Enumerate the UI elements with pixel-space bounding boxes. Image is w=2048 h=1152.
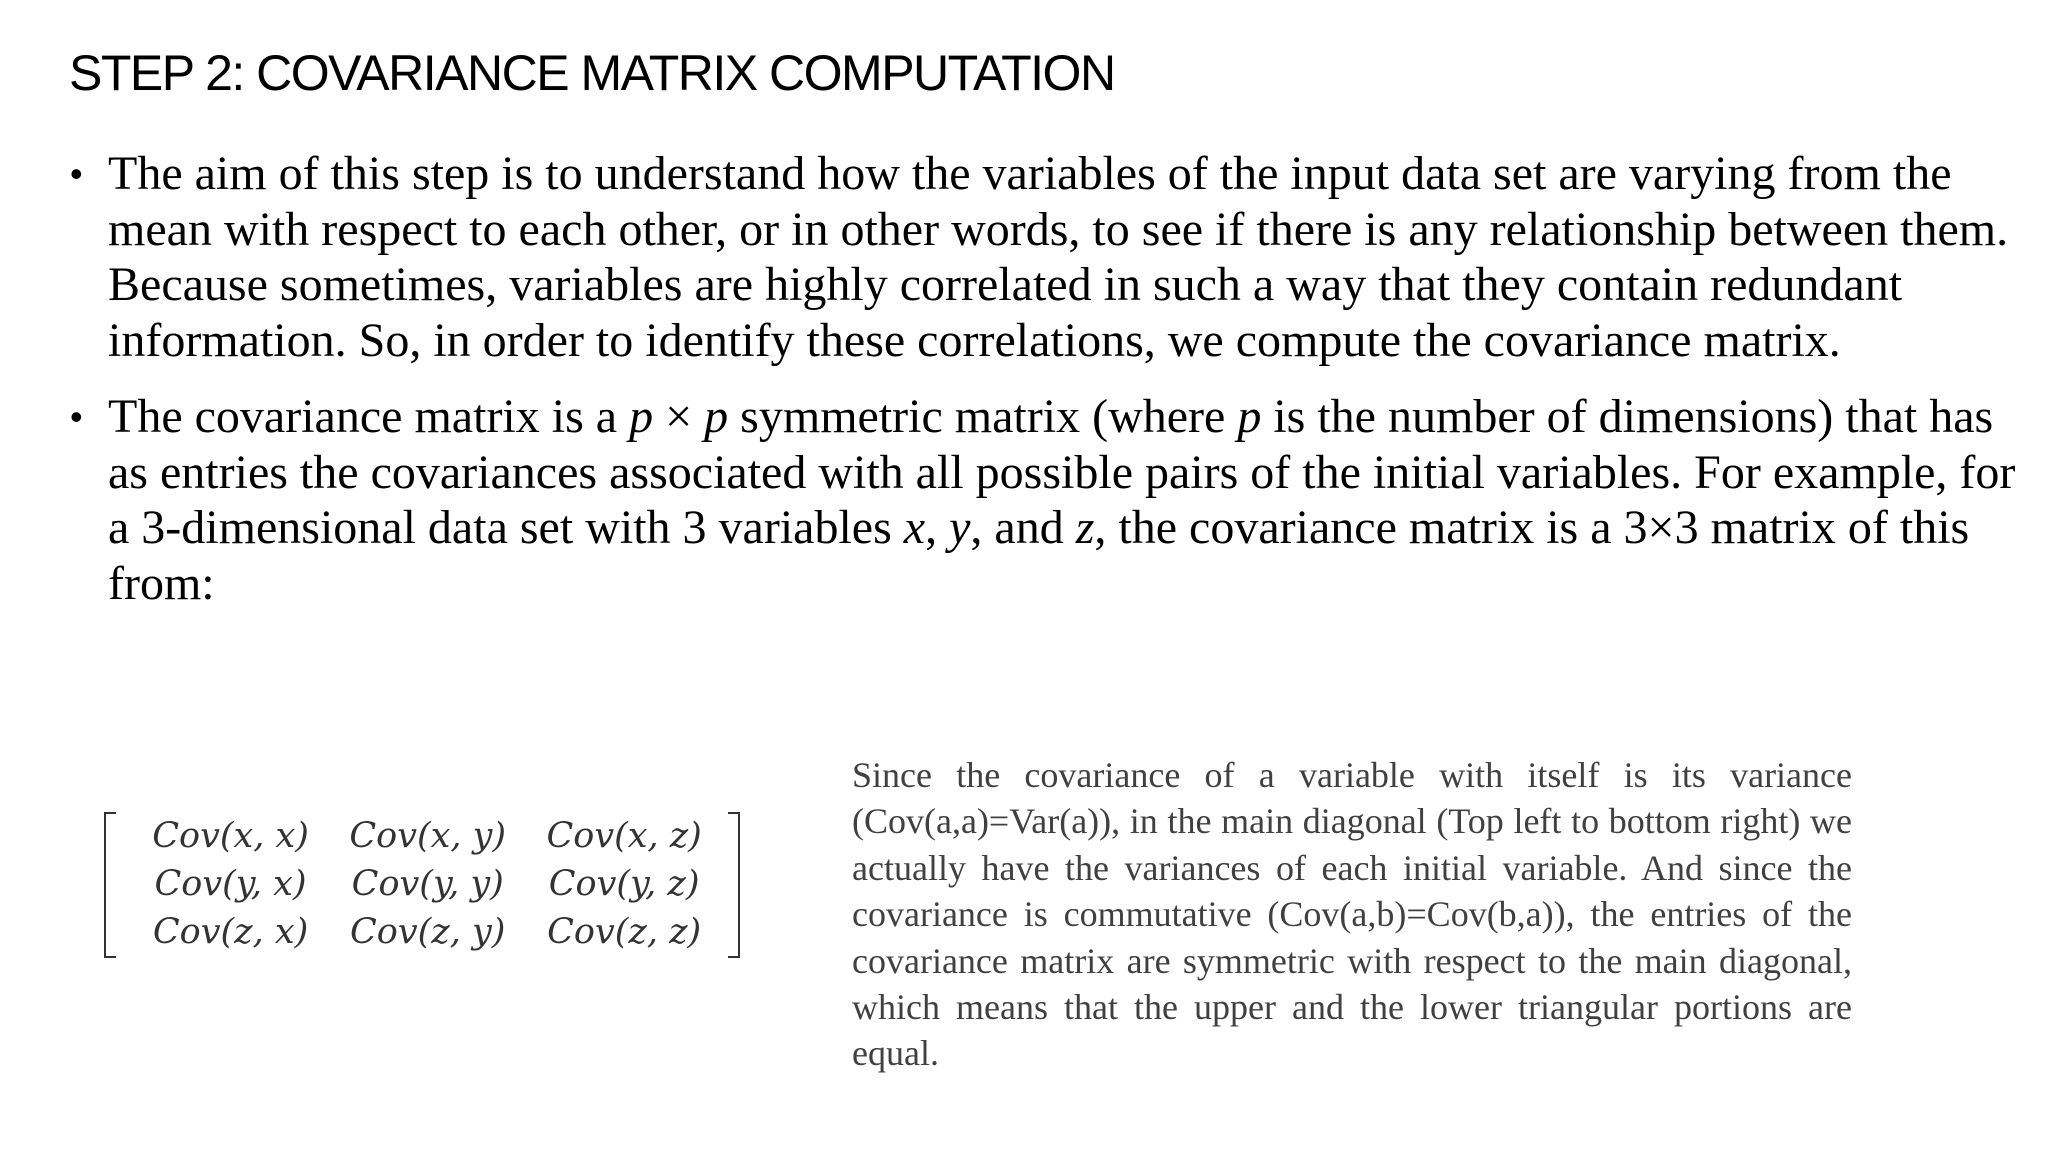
text-run: , and <box>970 501 1076 554</box>
bullet-covariance-matrix-text <box>108 389 2020 611</box>
matrix-row <box>132 860 722 908</box>
bullet-list <box>70 146 2020 611</box>
matrix-cell: Cov(y, x) <box>154 864 307 904</box>
math-var-p: p <box>629 390 654 443</box>
matrix-grid <box>132 812 722 956</box>
variance-note: Since the covariance of a variable with itself is its variance (Cov(a,a)=Var(a)), in the main diagonal (Top left to bottom right) we actually have the variances of each initial variable. And since the covariance is commutative (Cov(a,b)=Cov(b,a)), the entries of the covariance matrix are symmetric with respect to the main diagonal, which means that the upper and the lower triangular portions are equal. <box>852 755 1852 1074</box>
text-run: , <box>925 501 950 554</box>
matrix-cell: Cov(y, y) <box>351 864 504 904</box>
bullet-marker: • <box>70 396 83 437</box>
bullet-marker: • <box>70 153 83 194</box>
bullet-aim <box>70 146 2020 368</box>
matrix-cell: Cov(x, y) <box>349 816 507 856</box>
matrix-cell: Cov(x, x) <box>152 816 309 856</box>
bullet-aim-text: The aim of this step is to understand how the variables of the input data set are varying from the mean with respect to each other, or in other words, to see if there is any relationship between them. Because sometimes, variables are highly correlated in such a way that they contain redundant information. So, in order to identify these correlations, we compute the covariance matrix. <box>108 147 2009 367</box>
covariance-matrix <box>104 812 740 960</box>
math-var-p: p <box>704 390 729 443</box>
math-var-z: z <box>1075 501 1095 554</box>
math-var-x: x <box>903 501 926 554</box>
matrix-cell: Cov(z, y) <box>350 912 506 952</box>
math-var-p: p <box>1237 390 1262 443</box>
text-run: The covariance matrix is a <box>108 390 630 443</box>
slide-title: STEP 2: COVARIANCE MATRIX COMPUTATION <box>69 45 1115 101</box>
math-var-y: y <box>949 501 971 554</box>
matrix-cell: Cov(y, z) <box>548 864 700 904</box>
matrix-cell: Cov(x, z) <box>546 816 702 856</box>
matrix-left-bracket <box>104 812 116 958</box>
text-run: , the covariance matrix is a 3×3 matrix of this from: <box>108 501 1970 610</box>
matrix-cell: Cov(z, x) <box>152 912 309 952</box>
text-run: symmetric matrix (where <box>728 390 1238 443</box>
text-run: is the number of dimensions) that has as entries the covariances associated with all possible pairs of the initial variables. For example, for a 3-dimensional data set with 3 variables <box>108 390 2016 554</box>
bullet-covariance-matrix <box>70 389 2020 611</box>
matrix-cell: Cov(z, z) <box>547 912 702 952</box>
matrix-row <box>132 812 722 860</box>
matrix-row <box>132 908 722 956</box>
times-symbol: × <box>653 390 705 443</box>
matrix-right-bracket <box>728 812 740 958</box>
